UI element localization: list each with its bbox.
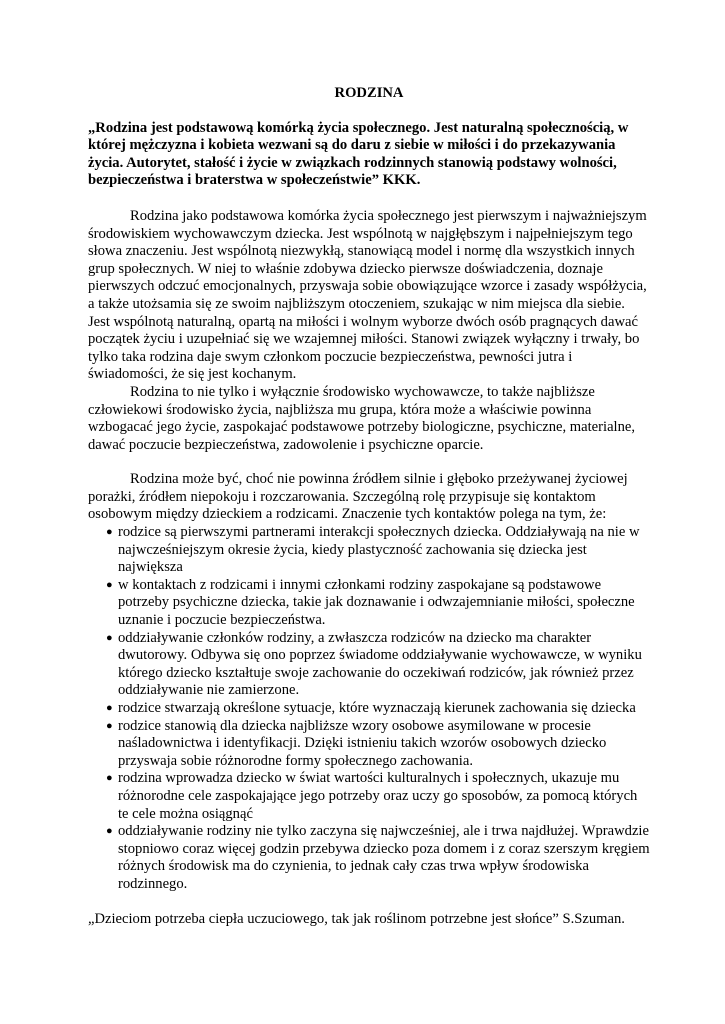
- list-item-text: rodzice są pierwszymi partnerami interakcji społecznych dziecka. Oddziaływają na nie w najwcześniejszym okresie życia, kiedy plastyczność zachowania się dziecka jest największa: [118, 524, 640, 576]
- list-item: [88, 823, 650, 893]
- list-item-text: w kontaktach z rodzicami i innymi członkami rodziny zaspokajane są podstawowe potrzeby psychiczne dziecka, takie jak doznawanie i odwzajemnianie miłości, społeczne uznanie i poczucie bezpieczeństwa.: [118, 576, 635, 629]
- list-item: [88, 700, 650, 718]
- intro-quote: „Rodzina jest podstawową komórką życia społecznego. Jest naturalną społecznością, w której mężczyzna i kobieta wezwani są do daru z siebie w miłości i do przekazywania życia. Autorytet, stałość i życie w związkach rodzinnych stanowią podstawy wolności, bezpieczeństwa i braterstwa w społeczeństwie” KKK.: [88, 119, 629, 189]
- bullet-icon: ●: [106, 825, 113, 838]
- paragraph-2: Rodzina to nie tylko i wyłącznie środowisko wychowawcze, to także najbliższe człowiekowi środowisko życia, najbliższa mu grupa, która może a właściwie powinna wzbogacać jego życie, zaspokajać podstawowe potrzeby biologiczne, psychiczne, materialne, dawać poczucie bezpieczeństwa, zadowolenie i psychiczne oparcie.: [88, 383, 636, 453]
- list-item-text: rodzice stanowią dla dziecka najbliższe wzory osobowe asymilowane w procesie naśladownictwa i identyfikacji. Dzięki istnieniu takich wzorów osobowych dziecko przyswaja sobie różnorodne formy społecznego zachowania.: [118, 717, 607, 769]
- list-item: [88, 577, 650, 630]
- list-item: [88, 718, 650, 771]
- bullet-icon: ●: [106, 578, 113, 591]
- document-page: [88, 85, 650, 928]
- document-title: RODZINA: [334, 85, 404, 101]
- list-item: [88, 770, 650, 823]
- paragraph-1: Rodzina jako podstawowa komórka życia społecznego jest pierwszym i najważniejszym środowiskiem wychowawczym dziecka. Jest wspólnotą w najgłębszym i najpełniejszym tego słowa znaczeniu. Jest wspólnotą niezwykłą, stanowiącą model i normę dla wszystkich innych grup społecznych. W niej to właśnie zdobywa dziecko pierwsze doświadczenia, doznaje pierwszych odczuć emocjonalnych, przyswaja sobie obowiązujące wzorce i zasady współżycia, a także utożsamia się ze swoim najbliższym otoczeniem, szukając w nim miejsca dla siebie. Jest wspólnotą naturalną, opartą na miłości i wolnym wyborze dwóch osób pragnących dawać początek życiu i uzupełniać się we wzajemnej miłości. Stanowi związek wyłączny i trwały, bo tylko taka rodzina daje swym członkom poczucie bezpieczeństwa, pewności jutra i świadomości, że się jest kochanym.: [88, 207, 647, 383]
- bullet-icon: ●: [106, 702, 113, 714]
- list-item: [88, 524, 650, 577]
- bullet-icon: ●: [106, 526, 113, 539]
- list-item-text: rodzice stwarzają określone sytuacje, które wyznaczają kierunek zachowania się dziecka: [118, 700, 636, 716]
- bullet-icon: ●: [106, 772, 113, 785]
- list-item-text: oddziaływanie rodziny nie tylko zaczyna się najwcześniej, ale i trwa najdłużej. Wprawdzie stopniowo coraz więcej godzin przebywa dziecko poza domem i z coraz szerszym kręgiem różnych środowisk ma do czynienia, to jednak cały czas trwa wpływ środowiska rodzinnego.: [118, 823, 650, 892]
- closing-quote: „Dzieciom potrzeba ciepła uczuciowego, tak jak roślinom potrzebne jest słońce” S.Szuman.: [88, 910, 625, 927]
- bullet-icon: ●: [106, 719, 113, 732]
- paragraph-3: Rodzina może być, choć nie powinna źródłem silnie i głęboko przeżywanej życiowej porażki, źródłem niepokoju i rozczarowania. Szczególną rolę przypisuje się kontaktom osobowym między dzieckiem a rodzicami. Znaczenie tych kontaktów polega na tym, że:: [88, 471, 628, 523]
- list-item-text: oddziaływanie członków rodziny, a zwłaszcza rodziców na dziecko ma charakter dwutorowy. Odbywa się ono poprzez świadome oddziaływanie wychowawcze, w wyniku którego dziecko kształtuje swoje zachowanie do oczekiwań rodziców, jak również przez oddziaływanie nie zamierzone.: [118, 629, 642, 699]
- bullet-list: [88, 524, 650, 893]
- list-item: [88, 630, 650, 700]
- bullet-icon: ●: [106, 631, 113, 644]
- list-item-text: rodzina wprowadza dziecko w świat wartości kulturalnych i społecznych, ukazuje mu różnorodne cele zaspokajające jego potrzeby oraz uczy go sposobów, za pomocą których te cele można osiągnąć: [118, 770, 638, 822]
